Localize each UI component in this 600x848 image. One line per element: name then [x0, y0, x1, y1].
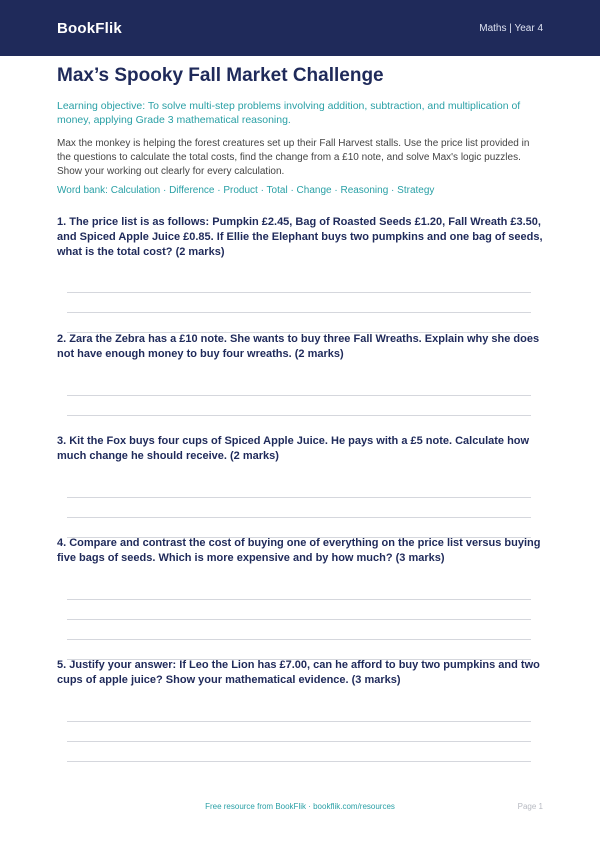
intro-paragraph: Max the monkey is helping the forest creatures set up their Fall Harvest stalls. Use the price list provided in the questions to calculate the total costs, find the change from a £10 note, and solve Max's logic puzzles. Show your working out clearly for every calculation.	[57, 138, 530, 177]
question-2: 2. Zara the Zebra has a £10 note. She wants to buy three Fall Wreaths. Explain why she does not have enough money to buy four wreaths. (2 marks)	[57, 333, 540, 360]
page-title: Max’s Spooky Fall Market Challenge	[57, 65, 384, 86]
answer-line[interactable]	[67, 721, 531, 722]
answer-line[interactable]	[67, 395, 531, 396]
answer-line[interactable]	[67, 599, 531, 600]
question-3: 3. Kit the Fox buys four cups of Spiced Apple Juice. He pays with a £5 note. Calculate how much change he should receive. (2 marks)	[57, 435, 530, 462]
subject-year-label: Maths | Year 4	[479, 22, 543, 34]
question-4: 4. Compare and contrast the cost of buying one of everything on the price list versus buying five bags of seeds. Which is more expensive and by how much? (3 marks)	[57, 537, 541, 564]
word-bank: Word bank: Calculation · Difference · Product · Total · Change · Reasoning · Strategy	[57, 185, 435, 196]
answer-line[interactable]	[67, 619, 531, 620]
footer-resource-link[interactable]: Free resource from BookFlik · bookflik.com/resources	[205, 802, 395, 811]
learning-objective: Learning objective: To solve multi-step problems involving addition, subtraction, and multiplication of money, applying Grade 3 mathematical reasoning.	[57, 100, 521, 126]
brand-logo-text: BookFlik	[57, 19, 122, 37]
answer-line[interactable]	[67, 312, 531, 313]
answer-line[interactable]	[67, 415, 531, 416]
question-5: 5. Justify your answer: If Leo the Lion has £7.00, can he afford to buy two pumpkins and two cups of apple juice? Show your mathematical evidence. (3 marks)	[57, 659, 540, 686]
answer-line[interactable]	[67, 497, 531, 498]
page-number: Page 1	[517, 802, 543, 811]
answer-line[interactable]	[67, 292, 531, 293]
question-1: 1. The price list is as follows: Pumpkin £2.45, Bag of Roasted Seeds £1.20, Fall Wreath £3.50, and Spiced Apple Juice £0.85. If Ellie the Elephant buys two pumpkins and one bag of seeds, what is the total cost? (2 marks)	[57, 216, 543, 258]
answer-line[interactable]	[67, 761, 531, 762]
answer-line[interactable]	[67, 639, 531, 640]
answer-line[interactable]	[67, 517, 531, 518]
page-footer	[0, 802, 600, 814]
page-header	[0, 0, 600, 56]
answer-line[interactable]	[67, 741, 531, 742]
